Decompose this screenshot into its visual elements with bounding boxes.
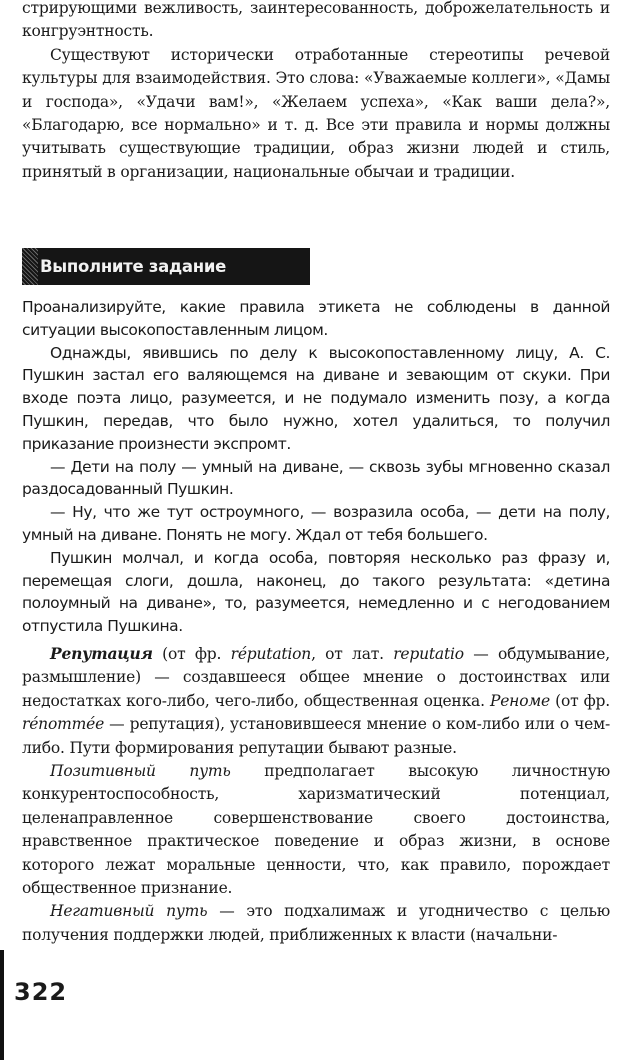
task-instruction: Проанализируйте, какие правила этикета не соблюдены в данной ситуации высокопоставленным лицом.	[22, 298, 610, 339]
task-header	[22, 248, 310, 285]
reputation-section	[22, 642, 610, 947]
header-texture-decoration	[22, 248, 38, 285]
definition-text: — обдумывание, размышление) — создавшееся общее мнение о достоинствах или недостатках кого-либо, чего-либо, общественная оценка.	[22, 645, 610, 710]
french-word: réputation	[230, 645, 312, 663]
term-renome: Реноме	[489, 691, 550, 710]
task-story-paragraph: Однажды, явившись по делу к высокопоставленному лицу, А. С. Пушкин застал его валяющемся на диване и зевающим от скуки. При входе поэта лицо, разумеется, и не подумало изменить позу, а когда Пушкин, передав, что было нужно, хотел удалиться, то получил приказание произнести экспромт.	[22, 343, 610, 453]
intro-paragraph-1: стрирующими вежливость, заинтересованность, доброжелательность и конгруэнтность.	[22, 0, 610, 41]
definition-text: , от лат.	[311, 645, 394, 663]
task-dialogue-2: — Ну, что же тут остроумного, — возразила особа, — дети на полу, умный на диване. Понять не могу. Ждал от тебя большего.	[22, 503, 610, 544]
term-positive-path: Позитивный путь	[50, 762, 231, 781]
page-margin-bar	[0, 950, 4, 1060]
negative-path-paragraph	[22, 900, 610, 947]
task-story-ending: Пушкин молчал, и когда особа, повторяя несколько раз фразу и, перемещая слоги, дошла, наконец, до такого результата: «детина полоумный на диване», то, разумеется, немедленно и с негодованием отпустила Пушкина.	[22, 548, 610, 636]
definition-text: (от фр.	[152, 645, 231, 663]
definition-text: — репутация), установившееся мнение о ком-либо или о чем-либо. Пути формирования репутации бывают разные.	[22, 715, 610, 757]
term-negative-path: Негативный путь	[50, 902, 208, 921]
positive-path-paragraph	[22, 760, 610, 900]
definition-text: (от фр.	[549, 691, 610, 710]
task-title: Выполните задание	[40, 257, 227, 276]
page-number: 322	[14, 978, 68, 1006]
intro-paragraph-2: Существуют исторически отработанные стереотипы речевой культуры для взаимодействия. Это слова: «Уважаемые коллеги», «Дамы и господа», «Удачи вам!», «Желаем успеха», «Как ваши дела?», «Благодарю, все нормально» и т. д. Все эти правила и нормы должны учитывать существующие традиции, образ жизни людей и стиль, принятый в организации, национальные обычаи и традиции.	[22, 45, 610, 181]
task-dialogue-1: — Дети на полу — умный на диване, — сквозь зубы мгновенно сказал раздосадованный Пушкин.	[22, 457, 610, 499]
positive-path-text: предполагает высокую личностную конкурентоспособность, харизматический потенциал, целенаправленное совершенствование своего достоинства, нравственное практическое поведение и образ жизни, в основе которого лежат моральные ценности, что, как правило, порождает общественное признание.	[22, 762, 610, 898]
reputation-definition	[22, 642, 610, 760]
latin-word: reputatio	[393, 645, 464, 663]
negative-path-text: — это подхалимаж и угодничество с целью получения поддержки людей, приближенных к власти (начальни-	[22, 902, 610, 944]
intro-section	[22, 0, 610, 184]
french-word-2: rénommée	[22, 715, 105, 734]
task-section	[22, 296, 610, 638]
term-reputation: Репутация	[50, 644, 153, 663]
